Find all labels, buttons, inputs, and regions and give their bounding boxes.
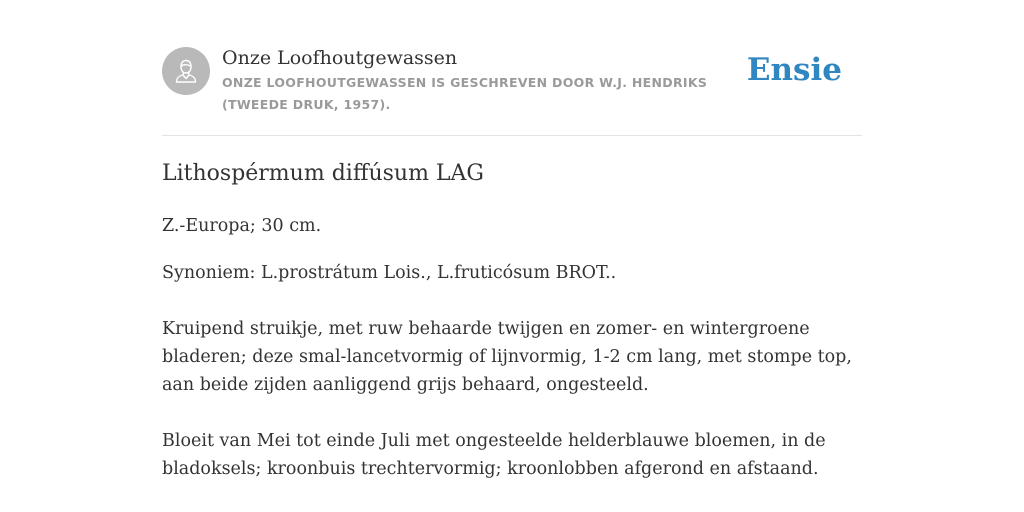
source-description: ONZE LOOFHOUTGEWASSEN IS GESCHREVEN DOOR W.J. HENDRIKS (TWEEDE DRUK, 1957). — [222, 75, 708, 112]
source-avatar[interactable] — [162, 47, 210, 95]
entry-title: Lithospérmum diffúsum LAG — [162, 161, 484, 186]
source-title[interactable]: Onze Loofhoutgewassen — [222, 47, 458, 69]
source-header — [162, 46, 862, 136]
user-icon — [171, 56, 201, 86]
ensie-logo-link[interactable]: Ensie — [746, 52, 842, 88]
entry-paragraph-flowering: Bloeit van Mei tot einde Juli met ongesteelde helderblauwe bloemen, in de bladoksels; kroonbuis trechtervormig; kroonlobben afgerond en afstaand. — [162, 431, 826, 479]
entry-body — [162, 212, 862, 483]
entry-paragraph-description: Kruipend struikje, met ruw behaarde twijgen en zomer- en wintergroene bladeren; deze smal-lancetvormig of lijnvormig, 1-2 cm lang, met stompe top, aan beide zijden aanliggend grijs behaard, ongesteeld. — [162, 319, 852, 395]
header-divider — [162, 135, 862, 136]
entry-paragraph-synonyms: Synoniem: L.prostrátum Lois., L.fruticósum BROT.. — [162, 263, 617, 283]
entry-paragraph-region: Z.-Europa; 30 cm. — [162, 216, 322, 236]
